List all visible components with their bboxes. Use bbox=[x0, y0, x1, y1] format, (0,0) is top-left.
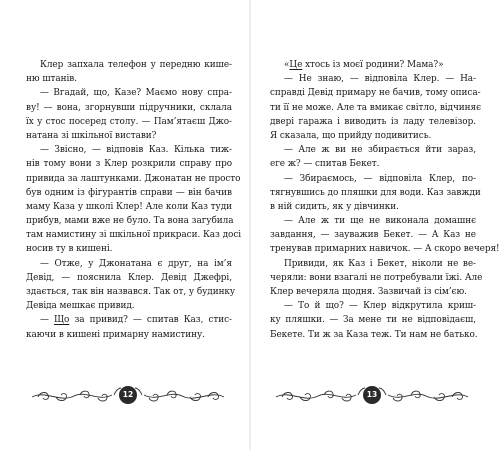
text-line: Я сказала, що прийду подивитись. bbox=[270, 130, 432, 141]
text-line: ти її не може. Але та вмикає світло, відчиняє bbox=[270, 102, 481, 113]
text-line: еге ж? — спитав Бекет. bbox=[270, 159, 380, 170]
text-line: — Звісно, — відповів Каз. Кілька тиж- bbox=[40, 145, 232, 156]
text-line: ню штанів. bbox=[26, 74, 77, 85]
text-line: привида за лаштунками. Джонатан не просто bbox=[26, 173, 241, 184]
text-line: — Але ж ти ще не виконала домашнє bbox=[284, 216, 476, 227]
text-line: — Отже, у Джонатана є друг, на ім’я bbox=[40, 258, 232, 269]
text-line: черяли: вони взагалі не потребували їжі. Але bbox=[270, 272, 483, 283]
book-gutter bbox=[249, 0, 251, 450]
text-line: маму Каза у школі Клер! Але коли Каз туди bbox=[26, 201, 232, 212]
text-line: — Вгадай, що, Казе? Маємо нову спра- bbox=[40, 88, 232, 99]
text-line: — Не знаю, — відповіла Клер. — На- bbox=[284, 74, 476, 85]
text-line: — Але ж ви не збирається йти зараз, bbox=[284, 145, 476, 156]
text-line: в ній сидить, як у дівчинки. bbox=[270, 201, 399, 212]
left-page-text bbox=[26, 58, 242, 342]
underlined-word: Що bbox=[53, 315, 70, 326]
text-line: — Збираємось, — відповіла Клер, по- bbox=[284, 173, 476, 184]
text-line: прибув, мами вже не було. Та вона загубила bbox=[26, 216, 234, 227]
text-line: був одним із фігурантів справи — він бачив bbox=[26, 187, 232, 198]
text-line: завдання, — зауважив Бекет. — А Каз не bbox=[270, 230, 476, 241]
left-page bbox=[26, 58, 242, 342]
left-page-footer bbox=[28, 378, 228, 412]
text-line: справді Девід примару не бачив, тому описа- bbox=[270, 88, 481, 99]
text-line: — Що за привид? — спитав Каз, стис- bbox=[40, 315, 232, 326]
right-page-footer bbox=[272, 378, 472, 412]
text-line: Привиди, як Каз і Бекет, ніколи не ве- bbox=[284, 258, 476, 269]
page-number-left: 12 bbox=[119, 386, 137, 404]
text-line: тягнувшись до пляшки для води. Каз завжди bbox=[270, 187, 481, 198]
text-line: там намистину зі шкільної прикраси. Каз досі bbox=[26, 230, 242, 241]
text-line: «Це хтось із моєї родини? Мама?» bbox=[284, 60, 444, 70]
text-line: Девіда мешкає привид. bbox=[26, 301, 135, 312]
text-line: нів тому вони з Клер розкрили справу про bbox=[26, 159, 232, 170]
text-line: Клер запхала телефон у передню кише- bbox=[40, 60, 232, 70]
text-line: Клер вечеряла щодня. Зазвичай із сім’єю. bbox=[270, 287, 467, 297]
text-line: Бекете. Ти ж за Каза теж. Ти нам не батько. bbox=[270, 329, 478, 340]
right-page bbox=[270, 58, 500, 342]
text-line: їх у стос посеред столу. — Пам’ятаєш Джо- bbox=[26, 116, 232, 127]
text-line: — То й що? — Клер відкрутила криш- bbox=[284, 301, 476, 312]
text-line: каючи в кишені примарну намистину. bbox=[26, 329, 205, 340]
text-line: натана зі шкільної вистави? bbox=[26, 130, 157, 141]
right-page-text bbox=[270, 58, 500, 342]
text-line: носив ту в кишені. bbox=[26, 244, 113, 255]
underlined-word: Це bbox=[289, 60, 303, 70]
text-line: тренував примарних навичок. — А скоро вечеря! bbox=[270, 244, 500, 255]
text-line: ву! — вона, згорнувши підручники, склала bbox=[26, 102, 232, 113]
text-line: здається, так він назвався. Так от, у будинку bbox=[26, 287, 236, 297]
text-line: Девід, — пояснила Клер. Девід Джефрі, bbox=[26, 272, 232, 283]
page-number-right: 13 bbox=[363, 386, 381, 404]
text-line: двері гаража і виводить із ладу телевізор. bbox=[270, 116, 476, 127]
text-line: ку пляшки. — За мене ти не відповідаєш, bbox=[270, 315, 476, 326]
